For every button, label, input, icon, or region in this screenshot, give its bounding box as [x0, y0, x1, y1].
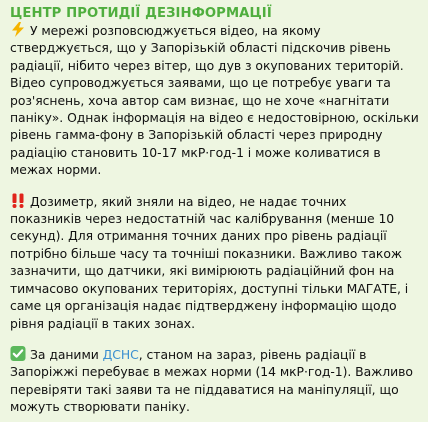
dsns-link[interactable]: ДСНС	[102, 346, 139, 362]
lightning-icon	[10, 22, 26, 37]
paragraph-video-claim	[10, 22, 419, 179]
paragraph-video-claim-text: У мережі розповсюджується відео, на якому стверджується, що у Запорізькій області підскочив рівень радіації, нібито через вітер, що дув з окупованих територій. Відео супроводжується заявами, що це потребує уваги та роз'яснень, хоча автор сам визнає, що не хоче «нагнітати паніку». Однак інформація на відео є недостовірною, оскільки рівень гамма-фону в Запорізькій області через природну радіацію становить 10-17 мкР·год-1 і може коливатися в межах норми.	[10, 23, 419, 178]
paragraph-dsns	[10, 346, 419, 416]
paragraph-dsns-before: За даними	[30, 346, 103, 362]
check-mark-icon	[10, 346, 26, 361]
post-title[interactable]: ЦЕНТР ПРОТИДІЇ ДЕЗІНФОРМАЦІЇ	[10, 6, 272, 21]
double-exclamation-icon	[10, 193, 26, 208]
paragraph-dsns-after: , станом на зараз, рівень радіації в Запоріжжі перебуває в межах норми (14 мкР·год-1). Важливо перевіряти такі заяви та не піддаватися на маніпуляції, що можуть створювати паніку.	[10, 346, 413, 415]
paragraph-dosimeter	[10, 193, 419, 332]
paragraph-dosimeter-text: Дозиметр, який зняли на відео, не надає точних показників через недостатній час калібрування (менше 10 секунд). Для отримання точних даних про рівень радіації потрібно більше часу та точніші показники. Важливо також зазначити, що датчики, які вимірюють радіаційний фон на тимчасово окупованих територіях, доступні тільки МАГАТЕ, і саме ця організація надає підтверджену інформацію щодо рівня радіації в таких зонах.	[10, 193, 409, 331]
